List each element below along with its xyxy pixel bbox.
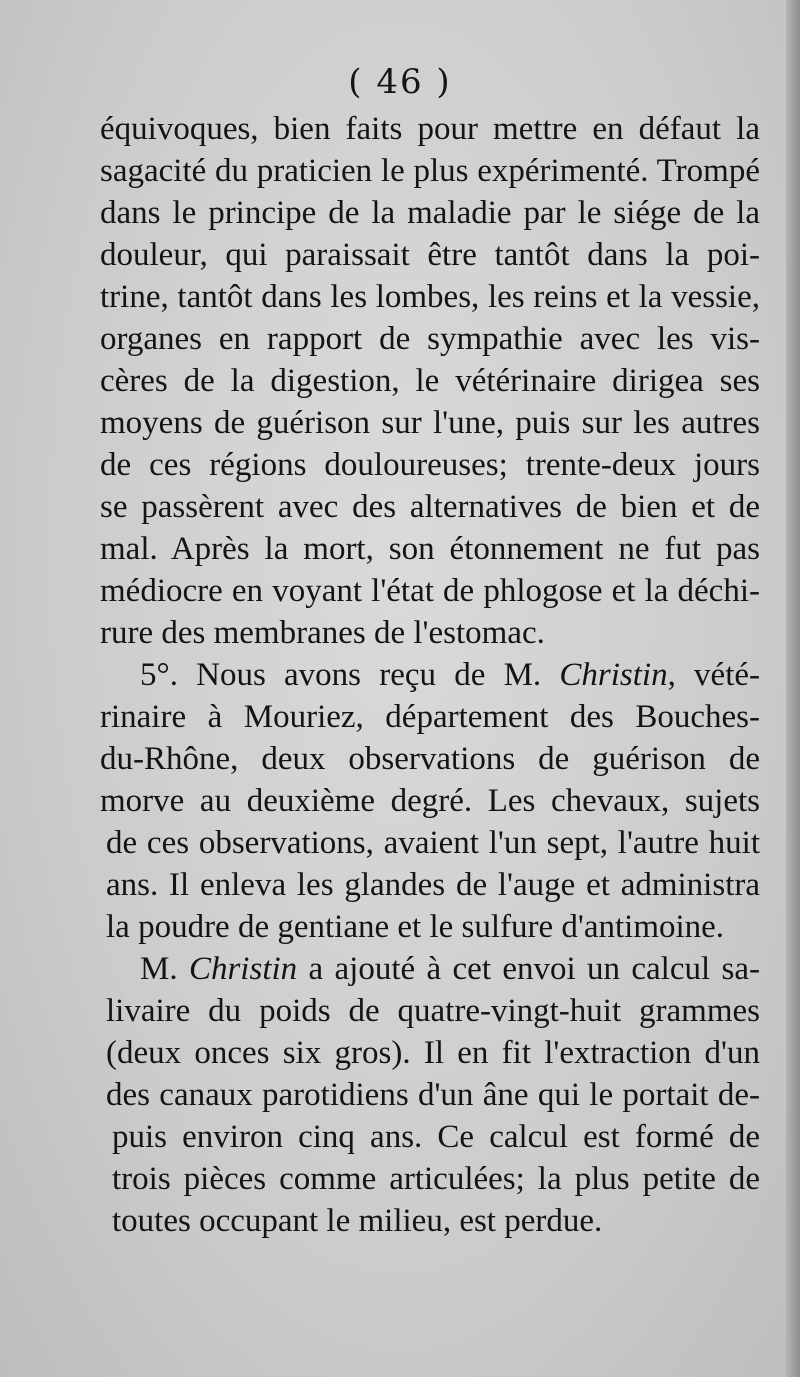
text-line: organes en rapport de sympathie avec les vis- — [100, 321, 760, 357]
text-line: équivoques, bien faits pour mettre en défaut la — [100, 111, 760, 147]
text-line: se passèrent avec des alternatives de bien et de — [100, 489, 760, 525]
text-line: ans. Il enleva les glandes de l'auge et administra — [106, 867, 760, 903]
page-number: ( 46 ) — [348, 62, 452, 102]
person-name: Christin — [188, 951, 298, 987]
text-line: mal. Après la mort, son étonnement ne fut pas — [100, 531, 760, 567]
text-span: , vété- — [667, 657, 761, 693]
text-line: rure des membranes de l'estomac. — [100, 615, 545, 651]
page-edge — [786, 0, 800, 1377]
text-line: (deux onces six gros). Il en fit l'extraction d'un — [106, 1035, 760, 1071]
text-span: 5°. Nous avons reçu de M. — [140, 657, 560, 693]
text-line: médiocre en voyant l'état de phlogose et la déchi- — [100, 573, 760, 609]
text-span: a ajouté à cet envoi un calcul sa- — [297, 951, 760, 987]
text-line: sagacité du praticien le plus expérimenté. Trompé — [100, 153, 760, 189]
text-line: des canaux parotidiens d'un âne qui le portait de- — [106, 1077, 760, 1113]
text-line: du-Rhône, deux observations de guérison de — [100, 741, 760, 777]
text-line: cères de la digestion, le vétérinaire dirigea ses — [100, 363, 760, 399]
text-line: toutes occupant le milieu, est perdue. — [112, 1203, 603, 1239]
body-text — [100, 108, 760, 1242]
text-line: trois pièces comme articulées; la plus petite de — [112, 1161, 760, 1197]
text-line: livaire du poids de quatre-vingt-huit grammes — [106, 993, 760, 1029]
text-line: la poudre de gentiane et le sulfure d'antimoine. — [106, 909, 725, 945]
text-line: puis environ cinq ans. Ce calcul est formé de — [112, 1119, 760, 1155]
text-line: rinaire à Mouriez, département des Bouches- — [100, 699, 760, 735]
text-line: de ces observations, avaient l'un sept, l'autre huit — [106, 825, 760, 861]
text-line: douleur, qui paraissait être tantôt dans la poi- — [100, 237, 760, 273]
text-line: trine, tantôt dans les lombes, les reins et la vessie, — [100, 279, 760, 315]
text-line: morve au deuxième degré. Les chevaux, sujets — [100, 783, 760, 819]
paragraph-start-line — [100, 948, 760, 990]
person-name: Christin — [559, 657, 668, 693]
text-line: dans le principe de la maladie par le siége de la — [100, 195, 760, 231]
text-span: M. — [140, 951, 189, 987]
text-line: de ces régions douloureuses; trente-deux jours — [100, 447, 760, 483]
text-line: moyens de guérison sur l'une, puis sur les autres — [100, 405, 760, 441]
paragraph-start-line — [100, 654, 760, 696]
